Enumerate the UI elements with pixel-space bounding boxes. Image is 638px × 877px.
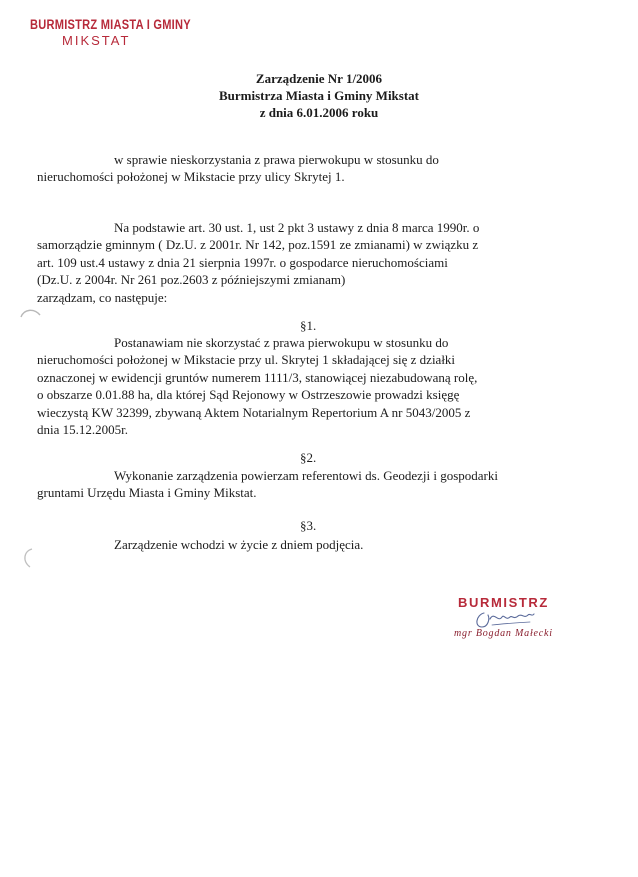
stamp-town-name: MIKSTAT <box>62 33 131 48</box>
title-number: Zarządzenie Nr 1/2006 <box>255 71 383 86</box>
signature-name: mgr Bogdan Małecki <box>454 628 553 639</box>
header-stamp <box>30 17 190 48</box>
signature-title: BURMISTRZ <box>458 595 549 610</box>
section-2-body <box>37 467 498 502</box>
preamble-line: zarządzam, co następuje: <box>37 289 168 305</box>
preamble-line: samorządzie gminnym ( Dz.U. z 2001r. Nr 142, poz.1591 ze zmianami) w związku z <box>37 237 479 253</box>
subject-line: nieruchomości położonej w Mikstacie przy ulicy Skrytej 1. <box>37 169 345 185</box>
section-2-mark: §2. <box>300 450 317 465</box>
title-issuer: Burmistrza Miasta i Gminy Mikstat <box>218 88 420 103</box>
preamble-line: (Dz.U. z 2004r. Nr 261 poz.2603 z późniejszymi zmianam) <box>37 272 346 288</box>
section-1-mark: §1. <box>300 318 317 333</box>
section-line: gruntami Urzędu Miasta i Gminy Mikstat. <box>37 485 257 501</box>
subject-line: w sprawie nieskorzystania z prawa pierwokupu w stosunku do <box>114 152 439 167</box>
section-line: Postanawiam nie skorzystać z prawa pierwokupu w stosunku do <box>114 335 449 350</box>
section-line: oznaczonej w ewidencji gruntów numerem 1111/3, stanowiącej niezabudowaną rolę, <box>37 369 478 385</box>
section-1-body <box>37 334 477 438</box>
title-date: z dnia 6.01.2006 roku <box>259 105 379 120</box>
punch-hole-mark <box>18 545 44 571</box>
section-line: Wykonanie zarządzenia powierzam referentowi ds. Geodezji i gospodarki <box>114 468 498 483</box>
section-3-mark: §3. <box>300 518 317 533</box>
preamble-paragraph <box>37 219 479 306</box>
section-line: dnia 15.12.2005r. <box>37 422 128 438</box>
section-line: wieczystą KW 32399, zbywaną Aktem Notarialnym Repertorium A nr 5043/2005 z <box>37 404 471 420</box>
preamble-line: art. 109 ust.4 ustawy z dnia 21 sierpnia 1997r. o gospodarce nieruchomościami <box>37 254 448 270</box>
subject-paragraph <box>37 151 439 186</box>
section-line: o obszarze 0.01.88 ha, dla której Sąd Rejonowy w Ostrzeszowie prowadzi księgę <box>37 387 460 403</box>
preamble-line: Na podstawie art. 30 ust. 1, ust 2 pkt 3 ustawy z dnia 8 marca 1990r. o <box>114 220 480 235</box>
section-3-body <box>37 536 363 553</box>
stamp-office-name: BURMISTRZ MIASTA I GMINY <box>30 17 191 32</box>
document-title <box>0 70 638 121</box>
section-line: nieruchomości położonej w Mikstacie przy ul. Skrytej 1 składającej się z działki <box>37 352 456 368</box>
section-line: Zarządzenie wchodzi w życie z dniem podjęcia. <box>114 537 364 552</box>
punch-hole-mark <box>18 305 44 325</box>
